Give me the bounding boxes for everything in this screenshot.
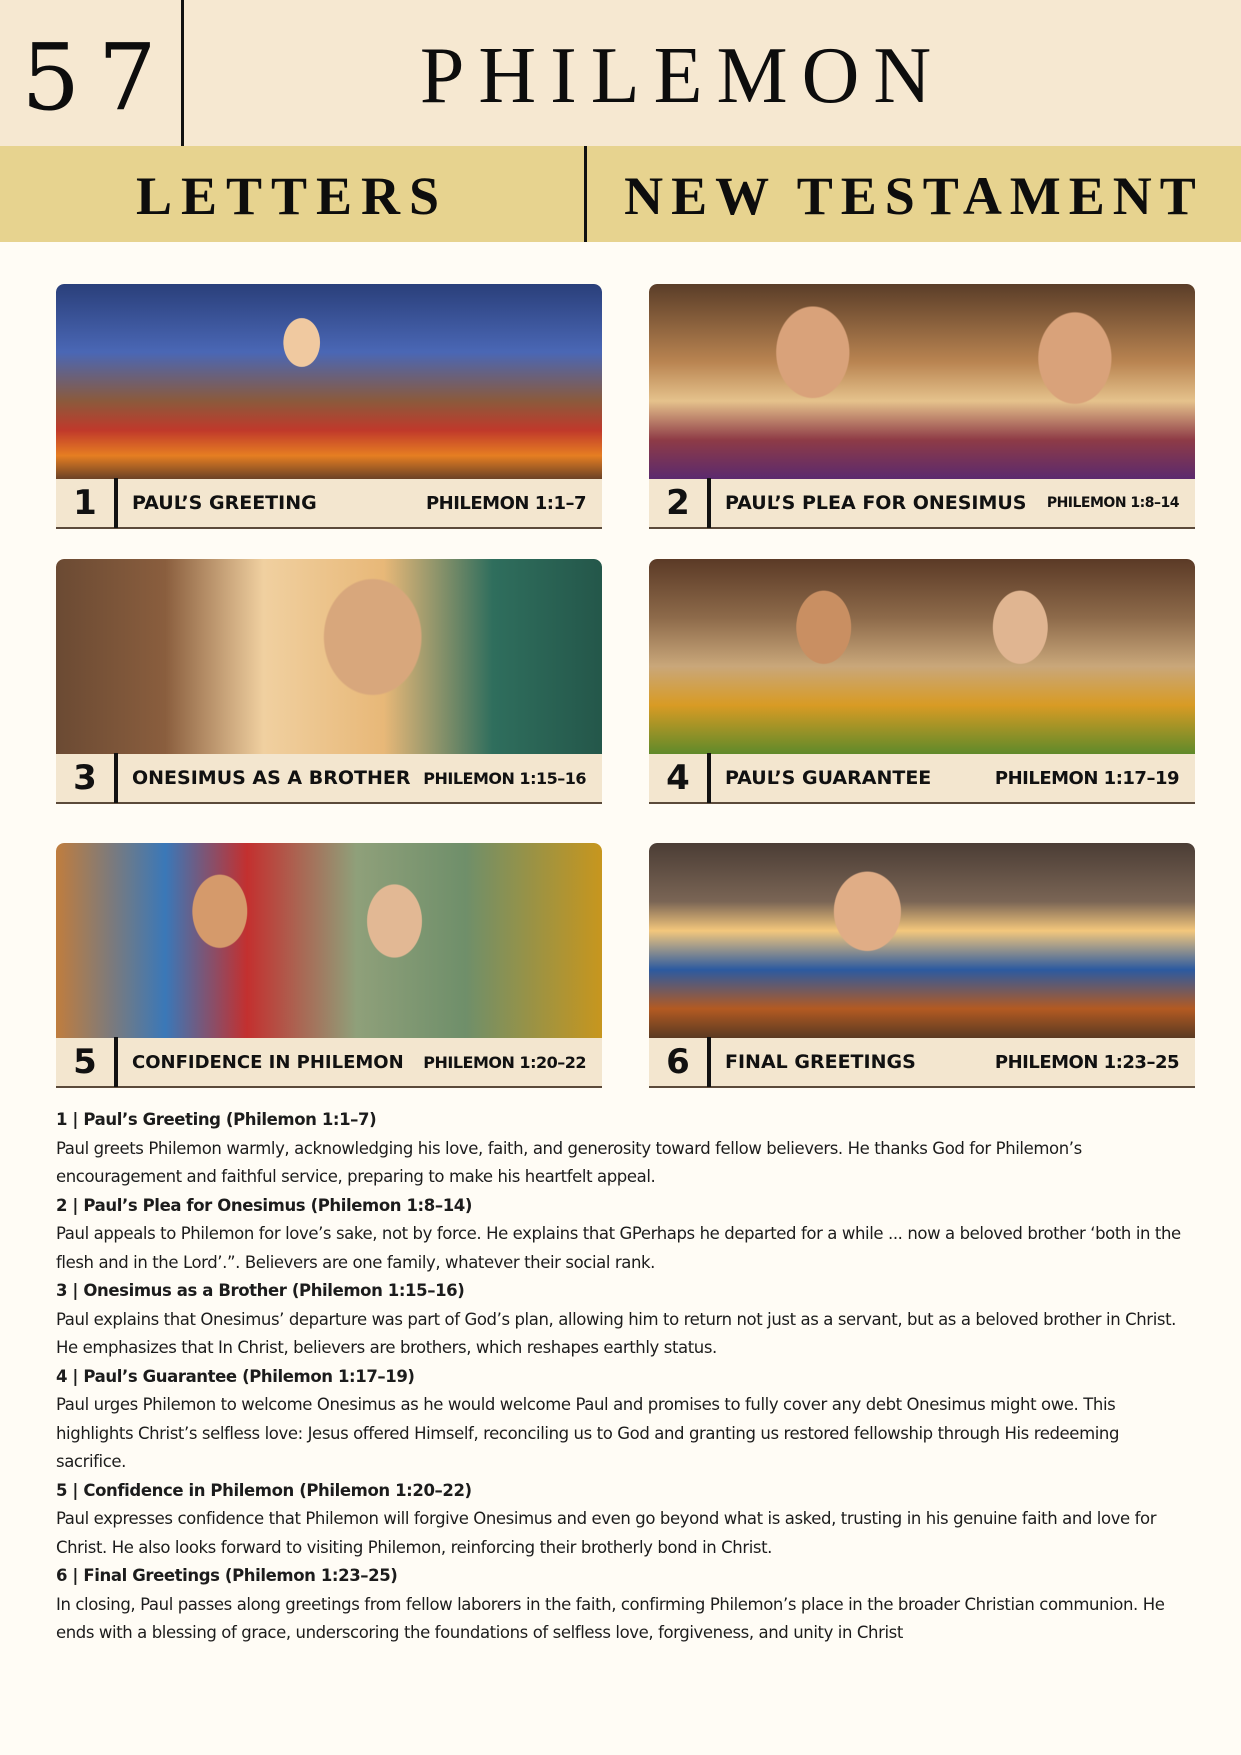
summary-body: Paul urges Philemon to welcome Onesimus as he would welcome Paul and promises to fully cover any debt Onesimus might owe. This highlights Christ’s selfless love: Jesus offered Himself, reconciling us to God and granting us restored fellowship through His redeeming sacrifice. (56, 1395, 1120, 1471)
testament-label: NEW TESTAMENT (624, 166, 1204, 226)
summary-heading: 2 | Paul’s Plea for Onesimus (Philemon 1:8–14) (56, 1195, 472, 1215)
card-reference: PHILEMON 1:17–19 (994, 767, 1179, 789)
section-card-6 (649, 843, 1195, 1088)
summary-heading: 5 | Confidence in Philemon (Philemon 1:20–22) (56, 1480, 472, 1500)
card-title: CONFIDENCE IN PHILEMON (132, 1051, 404, 1073)
summary-heading: 3 | Onesimus as a Brother (Philemon 1:15–16) (56, 1281, 465, 1300)
illustration-confidence (56, 843, 602, 1038)
card-number: 5 (73, 1042, 97, 1082)
section-card-2 (649, 284, 1195, 529)
book-number: 57 (21, 23, 175, 131)
summary-body: In closing, Paul passes along greetings from fellow laborers in the faith, confirming Philemon’s place in the broader Christian communion. He ends with a blessing of grace, underscoring the foundations of selfless love, forgiveness, and unity in Christ (56, 1594, 1165, 1642)
card-caption (56, 479, 602, 529)
illustration-final-greetings (649, 843, 1195, 1038)
card-number: 4 (666, 758, 690, 798)
summary-heading: 6 | Final Greetings (Philemon 1:23–25) (56, 1566, 398, 1585)
card-reference: PHILEMON 1:15–16 (423, 768, 586, 788)
card-caption (649, 479, 1195, 529)
card-title: PAUL’S PLEA FOR ONESIMUS (725, 492, 1027, 514)
section-card-4 (649, 559, 1195, 804)
section-card-1 (56, 284, 602, 529)
card-caption (649, 754, 1195, 804)
book-category: LETTERS (135, 166, 449, 226)
summary-body: Paul expresses confidence that Philemon will forgive Onesimus and even go beyond what is asked, trusting in his genuine faith and love for Christ. He also looks forward to visiting Philemon, reinforcing their brotherly bond in Christ. (56, 1509, 1157, 1557)
summary-heading: 4 | Paul’s Guarantee (Philemon 1:17–19) (56, 1366, 415, 1386)
card-reference: PHILEMON 1:20–22 (423, 1052, 586, 1072)
section-card-5 (56, 843, 602, 1088)
card-caption (56, 1038, 602, 1088)
card-caption (649, 1038, 1195, 1088)
card-title: ONESIMUS AS A BROTHER (132, 767, 411, 789)
illustration-pauls-guarantee (649, 559, 1195, 754)
summary-body: Paul greets Philemon warmly, acknowledging his love, faith, and generosity toward fellow believers. He thanks God for Philemon’s encouragement and faithful service, preparing to make his heartfelt appeal. (56, 1138, 1082, 1186)
illustration-plea-for-onesimus (649, 284, 1195, 479)
card-reference: PHILEMON 1:8–14 (1046, 495, 1179, 511)
card-reference: PHILEMON 1:1–7 (425, 492, 586, 514)
card-number: 1 (73, 483, 97, 523)
section-summaries (56, 1106, 1186, 1648)
card-title: PAUL’S GREETING (132, 492, 317, 514)
card-number: 2 (666, 483, 690, 523)
card-caption (56, 754, 602, 804)
summary-body: Paul appeals to Philemon for love’s sake, not by force. He explains that GPerhaps he departed for a while ... now a beloved brother ‘both in the flesh and in the Lord’.”. Believers are one family, whatever their social rank. (56, 1224, 1181, 1272)
card-number: 3 (73, 758, 97, 798)
section-card-3 (56, 559, 602, 804)
book-title: PHILEMON (419, 31, 946, 120)
illustration-paul-greeting (56, 284, 602, 479)
card-title: PAUL’S GUARANTEE (725, 767, 932, 789)
summary-body: Paul explains that Onesimus’ departure was part of God’s plan, allowing him to return not just as a servant, but as a beloved brother in Christ. He emphasizes that In Christ, believers are brothers, which reshapes earthly status. (56, 1309, 1176, 1357)
illustration-onesimus-brother (56, 559, 602, 754)
card-number: 6 (666, 1042, 690, 1082)
card-reference: PHILEMON 1:23–25 (994, 1051, 1179, 1073)
card-title: FINAL GREETINGS (725, 1051, 916, 1073)
summary-heading: 1 | Paul’s Greeting (Philemon 1:1–7) (56, 1110, 377, 1129)
